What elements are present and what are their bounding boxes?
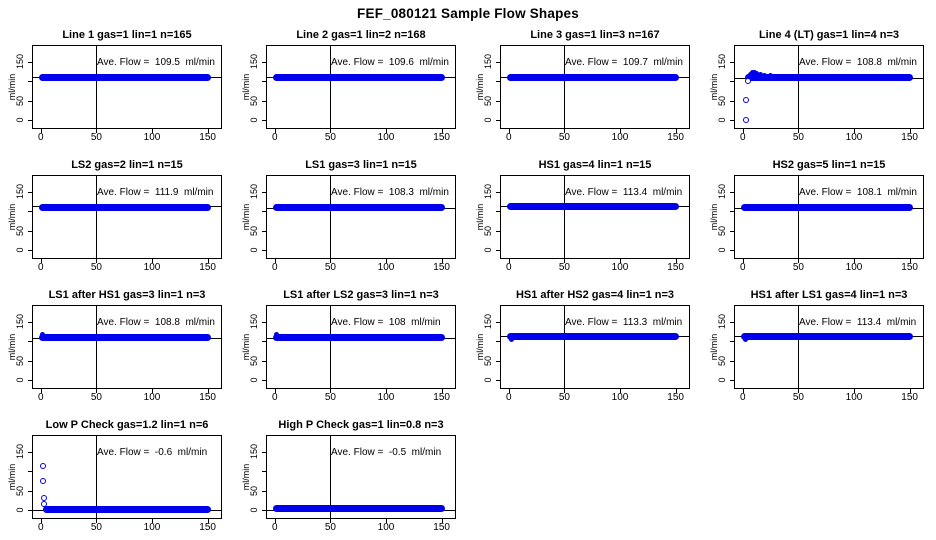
y-axis-tick: [262, 380, 266, 381]
x-axis-tick-label: 150: [199, 132, 216, 143]
y-axis-tick: [496, 361, 500, 362]
x-axis-tick-label: 150: [667, 392, 684, 403]
y-axis-tick: [28, 491, 32, 492]
flow-panel: [475, 289, 690, 403]
y-axis-tick: [262, 471, 266, 472]
y-axis-tick-label: 0: [249, 117, 259, 123]
x-axis-tick-label: 150: [901, 392, 918, 403]
y-axis-tick-label: 0: [483, 377, 493, 383]
y-axis-label: ml/min: [7, 203, 17, 231]
y-axis-tick-label: 50: [15, 225, 25, 236]
y-axis-tick-label: 50: [249, 485, 259, 496]
y-axis-tick: [730, 231, 734, 232]
flow-panel: [241, 419, 456, 533]
data-point: [745, 78, 751, 84]
panel-title: HS1 after HS2 gas=4 lin=1 n=3: [515, 289, 675, 301]
panel-title: Line 3 gas=1 lin=3 n=167: [530, 29, 660, 41]
y-axis-tick: [262, 192, 266, 193]
x-axis-tick-label: 50: [324, 262, 336, 273]
x-axis-tick-label: 50: [324, 522, 336, 533]
x-axis-tick-label: 100: [143, 392, 161, 403]
x-axis-tick-label: 100: [611, 392, 629, 403]
panel-title: LS2 gas=2 lin=1 n=15: [71, 159, 183, 171]
y-axis-tick: [28, 101, 32, 102]
panel-title: HS2 gas=5 lin=1 n=15: [772, 159, 886, 171]
y-axis-tick-label: 150: [717, 183, 727, 199]
panel-title: HS1 after LS1 gas=4 lin=1 n=3: [750, 289, 908, 301]
data-point-band: [507, 333, 679, 340]
y-axis-tick: [730, 62, 734, 63]
panel-title: Line 2 gas=1 lin=2 n=168: [296, 29, 426, 41]
y-axis-tick: [28, 120, 32, 121]
data-point: [40, 463, 46, 469]
y-axis-tick: [730, 380, 734, 381]
y-axis-tick: [730, 211, 734, 212]
y-axis-tick-label: 150: [15, 53, 25, 69]
x-axis-tick-label: 50: [558, 262, 570, 273]
x-axis-tick-label: 100: [845, 262, 863, 273]
y-axis-tick-label: 0: [15, 117, 25, 123]
x-axis-tick-label: 150: [433, 132, 450, 143]
x-axis-tick-label: 50: [792, 262, 804, 273]
flow-panel: [475, 29, 690, 143]
data-point: [743, 97, 749, 103]
y-axis-tick-label: 0: [483, 117, 493, 123]
flow-panel: [709, 159, 924, 273]
y-axis-tick: [28, 510, 32, 511]
y-axis-label: ml/min: [241, 333, 251, 361]
y-axis-tick: [496, 341, 500, 342]
average-flow-label: Ave. Flow = 109.5 ml/min: [97, 57, 215, 68]
y-axis-tick: [496, 211, 500, 212]
x-axis-tick-label: 0: [272, 392, 278, 403]
y-axis-tick: [496, 81, 500, 82]
y-axis-tick-label: 150: [249, 443, 259, 459]
y-axis-tick: [496, 250, 500, 251]
data-point-band: [43, 506, 211, 513]
data-point-band: [507, 203, 679, 210]
data-point: [40, 478, 46, 484]
y-axis-tick: [28, 192, 32, 193]
y-axis-tick: [730, 81, 734, 82]
average-flow-label: Ave. Flow = 113.3 ml/min: [565, 317, 683, 328]
x-axis-tick-label: 0: [38, 522, 44, 533]
data-point-band: [39, 334, 211, 341]
y-axis-label: ml/min: [709, 73, 719, 101]
x-axis-tick-label: 0: [506, 262, 512, 273]
y-axis-tick: [496, 192, 500, 193]
y-axis-tick-label: 150: [15, 443, 25, 459]
average-flow-label: Ave. Flow = 108.3 ml/min: [331, 187, 449, 198]
data-point: [274, 332, 279, 337]
x-axis-tick-label: 150: [433, 262, 450, 273]
x-axis-tick-label: 150: [199, 262, 216, 273]
y-axis-tick: [730, 322, 734, 323]
flow-panel: [7, 29, 222, 143]
y-axis-tick-label: 0: [15, 377, 25, 383]
x-axis-tick-label: 100: [377, 132, 395, 143]
y-axis-tick: [730, 341, 734, 342]
y-axis-tick-label: 150: [483, 183, 493, 199]
x-axis-tick-label: 100: [377, 262, 395, 273]
y-axis-label: ml/min: [475, 73, 485, 101]
x-axis-tick-label: 150: [199, 522, 216, 533]
y-axis-label: ml/min: [709, 333, 719, 361]
average-flow-label: Ave. Flow = 108 ml/min: [331, 317, 441, 328]
x-axis-tick-label: 0: [272, 262, 278, 273]
y-axis-tick: [28, 250, 32, 251]
flow-panel: [241, 289, 456, 403]
y-axis-tick: [262, 120, 266, 121]
y-axis-tick-label: 0: [717, 247, 727, 253]
average-flow-label: Ave. Flow = 108.8 ml/min: [799, 57, 917, 68]
y-axis-label: ml/min: [241, 73, 251, 101]
data-point-band: [273, 74, 445, 81]
y-axis-tick: [730, 250, 734, 251]
average-flow-label: Ave. Flow = 113.4 ml/min: [799, 317, 917, 328]
y-axis-tick: [28, 471, 32, 472]
average-flow-label: Ave. Flow = 108.1 ml/min: [799, 187, 917, 198]
x-axis-tick-label: 50: [90, 392, 102, 403]
flow-panel: [241, 159, 456, 273]
average-flow-label: Ave. Flow = 108.8 ml/min: [97, 317, 215, 328]
y-axis-tick-label: 0: [483, 247, 493, 253]
y-axis-tick: [262, 452, 266, 453]
average-flow-label: Ave. Flow = 111.9 ml/min: [97, 187, 214, 198]
y-axis-tick-label: 150: [249, 183, 259, 199]
data-point-band: [39, 204, 211, 211]
y-axis-tick-label: 0: [249, 377, 259, 383]
data-point: [743, 117, 749, 123]
y-axis-tick-label: 150: [15, 313, 25, 329]
y-axis-tick-label: 150: [249, 53, 259, 69]
y-axis-tick-label: 150: [15, 183, 25, 199]
y-axis-label: ml/min: [709, 203, 719, 231]
average-flow-label: Ave. Flow = -0.6 ml/min: [97, 447, 208, 458]
x-axis-tick-label: 50: [792, 392, 804, 403]
x-axis-tick-label: 0: [272, 132, 278, 143]
y-axis-tick-label: 50: [249, 355, 259, 366]
y-axis-tick: [262, 361, 266, 362]
y-axis-label: ml/min: [7, 463, 17, 491]
x-axis-tick-label: 100: [845, 392, 863, 403]
y-axis-tick: [28, 62, 32, 63]
y-axis-tick: [28, 380, 32, 381]
panel-title: Low P Check gas=1.2 lin=1 n=6: [45, 419, 209, 431]
y-axis-tick: [496, 231, 500, 232]
x-axis-tick-label: 0: [740, 132, 746, 143]
panel-title: High P Check gas=1 lin=0.8 n=3: [278, 419, 444, 431]
flow-panel: [475, 159, 690, 273]
y-axis-tick-label: 50: [249, 95, 259, 106]
x-axis-tick-label: 0: [506, 132, 512, 143]
y-axis-tick: [28, 452, 32, 453]
y-axis-tick-label: 50: [15, 485, 25, 496]
average-flow-label: Ave. Flow = 109.7 ml/min: [565, 57, 683, 68]
y-axis-label: ml/min: [475, 203, 485, 231]
panel-title: LS1 gas=3 lin=1 n=15: [305, 159, 417, 171]
y-axis-tick: [496, 120, 500, 121]
x-axis-tick-label: 50: [90, 522, 102, 533]
y-axis-tick-label: 0: [249, 247, 259, 253]
panel-title: Line 4 (LT) gas=1 lin=4 n=3: [758, 29, 900, 41]
x-axis-tick-label: 50: [792, 132, 804, 143]
y-axis-tick: [496, 62, 500, 63]
data-point-band: [741, 204, 913, 211]
flow-panel: [241, 29, 456, 143]
data-point-band: [507, 74, 679, 81]
y-axis-tick: [28, 361, 32, 362]
y-axis-tick: [730, 361, 734, 362]
x-axis-tick-label: 150: [199, 392, 216, 403]
y-axis-tick-label: 0: [717, 377, 727, 383]
flow-panel: [709, 289, 924, 403]
x-axis-tick-label: 100: [377, 522, 395, 533]
data-point-band: [39, 74, 211, 81]
y-axis-tick-label: 50: [15, 95, 25, 106]
y-axis-tick-label: 150: [483, 313, 493, 329]
data-point-band: [273, 334, 445, 341]
y-axis-tick: [730, 192, 734, 193]
x-axis-tick-label: 150: [667, 262, 684, 273]
y-axis-tick: [262, 211, 266, 212]
chart-title: FEF_080121 Sample Flow Shapes: [357, 6, 579, 21]
x-axis-tick-label: 50: [324, 132, 336, 143]
data-point: [509, 337, 514, 342]
y-axis-tick-label: 50: [483, 95, 493, 106]
y-axis-tick: [28, 322, 32, 323]
x-axis-tick-label: 0: [38, 262, 44, 273]
x-axis-tick-label: 100: [143, 522, 161, 533]
y-axis-tick-label: 50: [483, 355, 493, 366]
x-axis-tick-label: 50: [324, 392, 336, 403]
y-axis-tick-label: 50: [249, 225, 259, 236]
x-axis-tick-label: 0: [506, 392, 512, 403]
y-axis-tick-label: 50: [483, 225, 493, 236]
x-axis-tick-label: 50: [558, 392, 570, 403]
y-axis-tick: [262, 231, 266, 232]
y-axis-tick: [496, 380, 500, 381]
y-axis-tick: [496, 101, 500, 102]
y-axis-tick-label: 0: [717, 117, 727, 123]
y-axis-tick: [262, 250, 266, 251]
y-axis-tick-label: 150: [249, 313, 259, 329]
flow-panel: [7, 159, 222, 273]
x-axis-tick-label: 100: [143, 132, 161, 143]
flow-panel: [7, 419, 222, 533]
y-axis-tick-label: 50: [717, 95, 727, 106]
x-axis-tick-label: 100: [143, 262, 161, 273]
y-axis-tick: [28, 81, 32, 82]
flow-panel: [709, 29, 924, 143]
y-axis-tick: [28, 231, 32, 232]
y-axis-tick-label: 50: [717, 225, 727, 236]
y-axis-label: ml/min: [7, 73, 17, 101]
y-axis-tick-label: 150: [717, 313, 727, 329]
x-axis-tick-label: 0: [272, 522, 278, 533]
flow-panel: [7, 289, 222, 403]
y-axis-tick: [496, 322, 500, 323]
x-axis-tick-label: 150: [901, 132, 918, 143]
x-axis-tick-label: 100: [611, 262, 629, 273]
y-axis-label: ml/min: [241, 463, 251, 491]
x-axis-tick-label: 0: [38, 132, 44, 143]
y-axis-tick: [730, 101, 734, 102]
x-axis-tick-label: 100: [845, 132, 863, 143]
x-axis-tick-label: 150: [667, 132, 684, 143]
average-flow-label: Ave. Flow = -0.5 ml/min: [331, 447, 442, 458]
data-point-band: [741, 333, 913, 340]
data-point-band: [273, 505, 445, 512]
data-point: [762, 73, 767, 78]
panel-title: HS1 gas=4 lin=1 n=15: [538, 159, 652, 171]
y-axis-tick-label: 150: [717, 53, 727, 69]
panel-title: LS1 after LS2 gas=3 lin=1 n=3: [283, 289, 439, 301]
y-axis-label: ml/min: [241, 203, 251, 231]
y-axis-tick-label: 0: [15, 247, 25, 253]
y-axis-tick: [262, 62, 266, 63]
y-axis-tick: [262, 81, 266, 82]
average-flow-label: Ave. Flow = 113.4 ml/min: [565, 187, 683, 198]
y-axis-tick: [28, 341, 32, 342]
y-axis-label: ml/min: [7, 333, 17, 361]
x-axis-tick-label: 100: [377, 392, 395, 403]
y-axis-tick: [262, 491, 266, 492]
y-axis-tick-label: 0: [15, 507, 25, 513]
x-axis-tick-label: 100: [611, 132, 629, 143]
y-axis-label: ml/min: [475, 333, 485, 361]
x-axis-tick-label: 50: [558, 132, 570, 143]
y-axis-tick: [730, 120, 734, 121]
x-axis-tick-label: 150: [433, 522, 450, 533]
y-axis-tick: [262, 341, 266, 342]
x-axis-tick-label: 150: [901, 262, 918, 273]
panel-title: Line 1 gas=1 lin=1 n=165: [62, 29, 192, 41]
x-axis-tick-label: 50: [90, 132, 102, 143]
y-axis-tick: [28, 211, 32, 212]
x-axis-tick-label: 150: [433, 392, 450, 403]
x-axis-tick-label: 0: [38, 392, 44, 403]
average-flow-label: Ave. Flow = 109.6 ml/min: [331, 57, 449, 68]
x-axis-tick-label: 50: [90, 262, 102, 273]
data-point-band: [273, 204, 445, 211]
panel-title: LS1 after HS1 gas=3 lin=1 n=3: [48, 289, 206, 301]
y-axis-tick-label: 0: [249, 507, 259, 513]
y-axis-tick-label: 50: [717, 355, 727, 366]
y-axis-tick: [262, 510, 266, 511]
y-axis-tick-label: 50: [15, 355, 25, 366]
y-axis-tick: [262, 101, 266, 102]
data-point: [743, 337, 748, 342]
y-axis-tick-label: 150: [483, 53, 493, 69]
x-axis-tick-label: 0: [740, 392, 746, 403]
x-axis-tick-label: 0: [740, 262, 746, 273]
y-axis-tick: [262, 322, 266, 323]
